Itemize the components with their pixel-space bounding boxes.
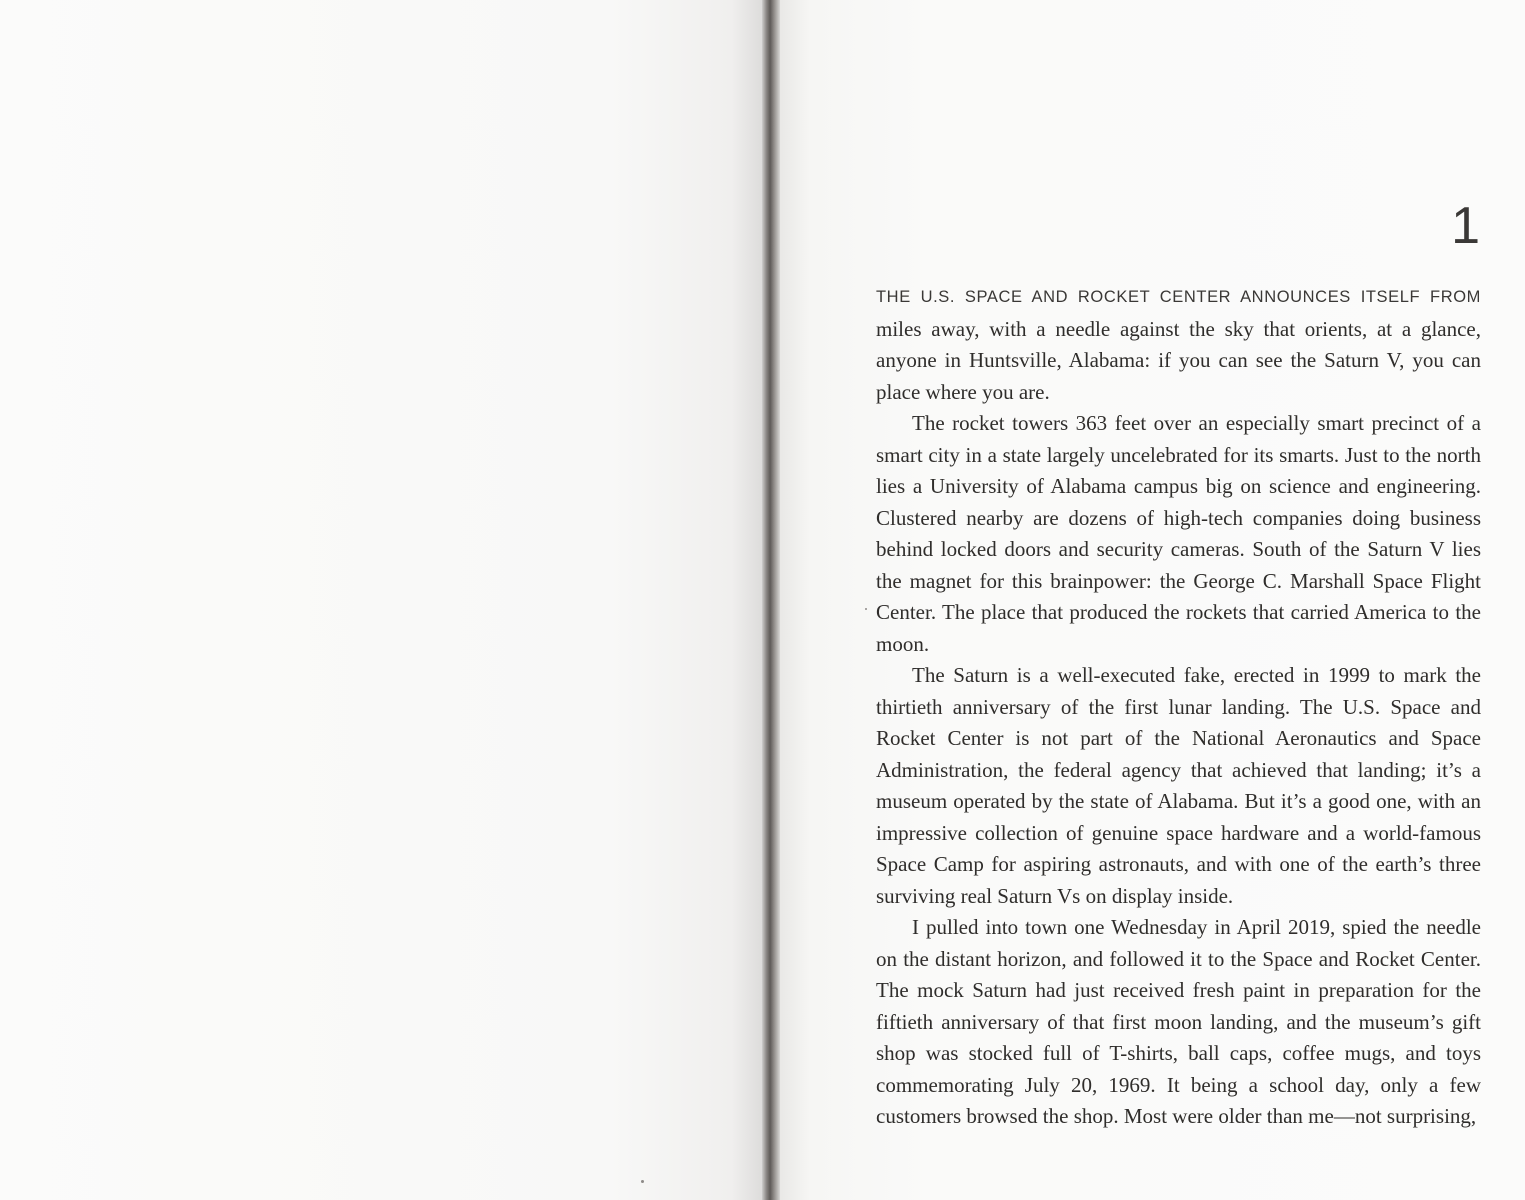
right-page xyxy=(780,0,1525,1200)
opening-paragraph xyxy=(876,280,1481,408)
paper-speck xyxy=(641,1180,644,1183)
body-paragraph: The Saturn is a well-executed fake, erected in 1999 to mark the thirtieth anniversary of the first lunar landing. The U.S. Space and Rocket Center is not part of the National Aeronautics and Space Administration, the federal agency that achieved that landing; it’s a museum operated by the state of Alabama. But it’s a good one, with an impressive collection of genuine space hardware and a world-famous Space Camp for aspiring astronauts, and with one of the earth’s three surviving real Saturn Vs on display inside. xyxy=(876,663,1481,908)
margin-speck xyxy=(865,608,867,610)
book-gutter xyxy=(762,0,780,1200)
lead-in-caps: THE U.S. SPACE AND ROCKET CENTER ANNOUNCES ITSELF FROM xyxy=(876,288,1481,306)
opening-paragraph-text: miles away, with a needle against the sky that orients, at a glance, anyone in Huntsville, Alabama: if you can see the Saturn V, you can place where you are. xyxy=(876,316,1481,404)
chapter-body xyxy=(876,280,1481,1133)
body-paragraph: I pulled into town one Wednesday in April 2019, spied the needle on the distant horizon, and followed it to the Space and Rocket Center. The mock Saturn had just received fresh paint in preparation for the fiftieth anniversary of that first moon landing, and the museum’s gift shop was stocked full of T-shirts, ball caps, coffee mugs, and toys commemorating July 20, 1969. It being a school day, only a few customers browsed the shop. Most were older than me—not surprising, xyxy=(876,915,1481,1128)
chapter-number: 1 xyxy=(1451,197,1480,255)
left-page-blank xyxy=(0,0,762,1200)
body-paragraph: The rocket towers 363 feet over an especially smart precinct of a smart city in a state largely uncelebrated for its smarts. Just to the north lies a University of Alabama campus big on science and engineering. Clustered nearby are dozens of high-tech companies doing business behind locked doors and security cameras. South of the Saturn V lies the magnet for this brainpower: the George C. Marshall Space Flight Center. The place that produced the rockets that carried America to the moon. xyxy=(876,411,1481,656)
